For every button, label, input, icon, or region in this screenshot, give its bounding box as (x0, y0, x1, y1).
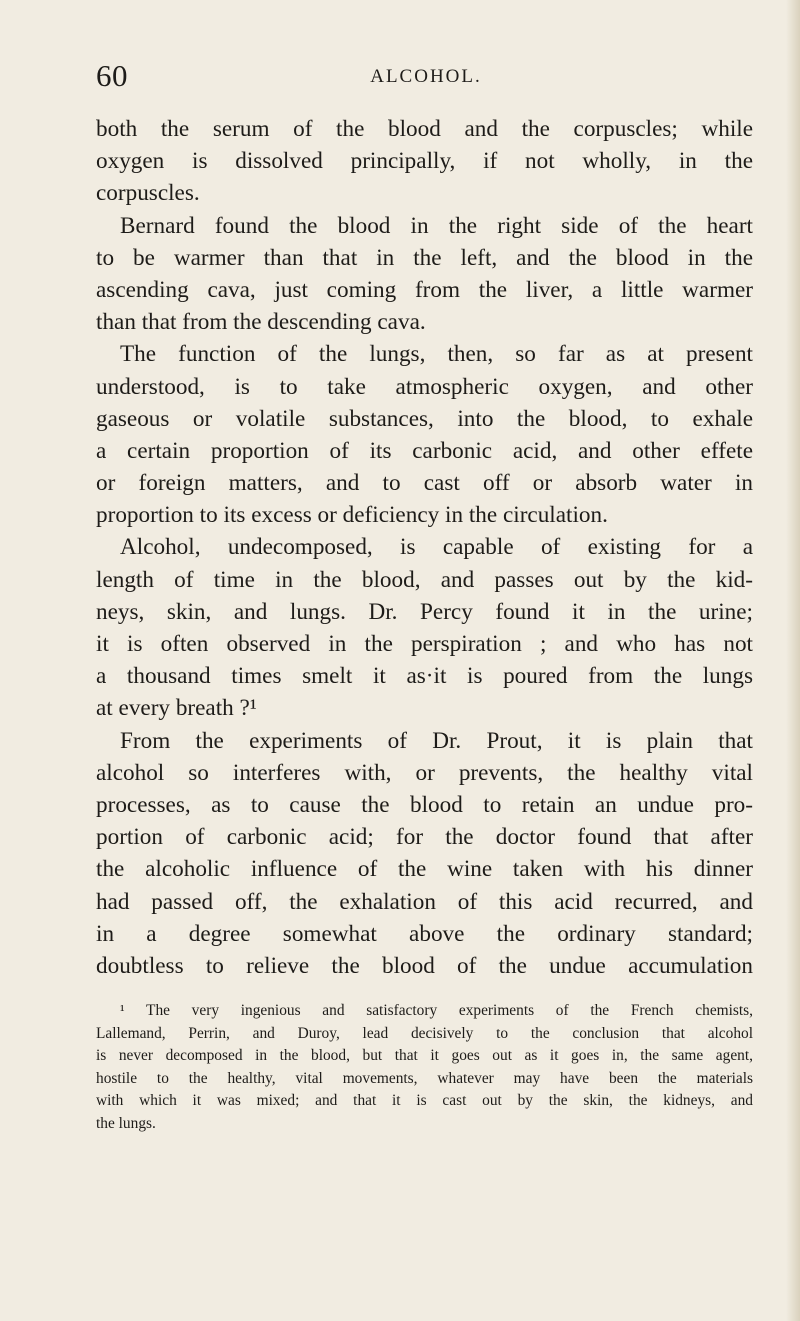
body-line: had passed off, the exhalation of this acid recurred, and (96, 888, 753, 915)
footnote-line: hostile to the healthy, vital movements, whatever may have been the materials (96, 1069, 753, 1087)
body-line: neys, skin, and lungs. Dr. Percy found it in the urine; (96, 598, 753, 625)
body-line: The function of the lungs, then, so far as at present (120, 341, 753, 368)
body-line: understood, is to take atmospheric oxygen, and other (96, 373, 753, 400)
body-line: portion of carbonic acid; for the doctor found that after (96, 824, 753, 851)
body-line: Alcohol, undecomposed, is capable of existing for a (120, 534, 753, 561)
body-line: both the serum of the blood and the corpuscles; while (96, 116, 753, 142)
body-line: in a degree somewhat above the ordinary standard; (96, 920, 753, 947)
body-line: gaseous or volatile substances, into the blood, to exhale (96, 405, 753, 432)
page-header (96, 58, 756, 98)
running-head: ALCOHOL. (370, 66, 482, 87)
body-line: at every breath ?¹ (96, 695, 257, 722)
body-line: length of time in the blood, and passes out by the kid- (96, 566, 753, 593)
footnote-line: the lungs. (96, 1114, 156, 1132)
body-line: a certain proportion of its carbonic acid, and other effete (96, 437, 753, 464)
body-line: ascending cava, just coming from the liver, a little warmer (96, 276, 753, 303)
footnotes (96, 1000, 753, 1136)
page-number: 60 (96, 58, 128, 93)
body-line: oxygen is dissolved principally, if not wholly, in the (96, 148, 753, 175)
body-line: Bernard found the blood in the right side of the heart (120, 212, 753, 239)
body-line: corpuscles. (96, 180, 200, 207)
footnote-line: ¹ The very ingenious and satisfactory experiments of the French chemists, (120, 1002, 753, 1019)
body-line: to be warmer than that in the left, and the blood in the (96, 244, 753, 271)
body-line: proportion to its excess or deficiency in the circulation. (96, 502, 608, 529)
body-line: a thousand times smelt it as·it is poured from the lungs (96, 663, 753, 690)
body-line: alcohol so interferes with, or prevents, the healthy vital (96, 759, 753, 786)
body-line: than that from the descending cava. (96, 309, 426, 336)
body-line: the alcoholic influence of the wine taken with his dinner (96, 856, 753, 883)
footnote-line: Lallemand, Perrin, and Duroy, lead decisively to the conclusion that alcohol (96, 1024, 753, 1042)
body-line: From the experiments of Dr. Prout, it is plain that (120, 727, 753, 754)
footnote-line: is never decomposed in the blood, but that it goes out as it goes in, the same agent, (96, 1047, 753, 1065)
footnote-line: with which it was mixed; and that it is cast out by the skin, the kidneys, and (96, 1092, 753, 1110)
body-line: or foreign matters, and to cast off or absorb water in (96, 470, 753, 497)
body-line: doubtless to relieve the blood of the undue accumulation (96, 952, 753, 979)
body-line: processes, as to cause the blood to retain an undue pro- (96, 791, 753, 818)
page-edge-shadow (786, 0, 800, 1321)
body-text (96, 113, 753, 982)
body-line: it is often observed in the perspiration ; and who has not (96, 631, 753, 657)
